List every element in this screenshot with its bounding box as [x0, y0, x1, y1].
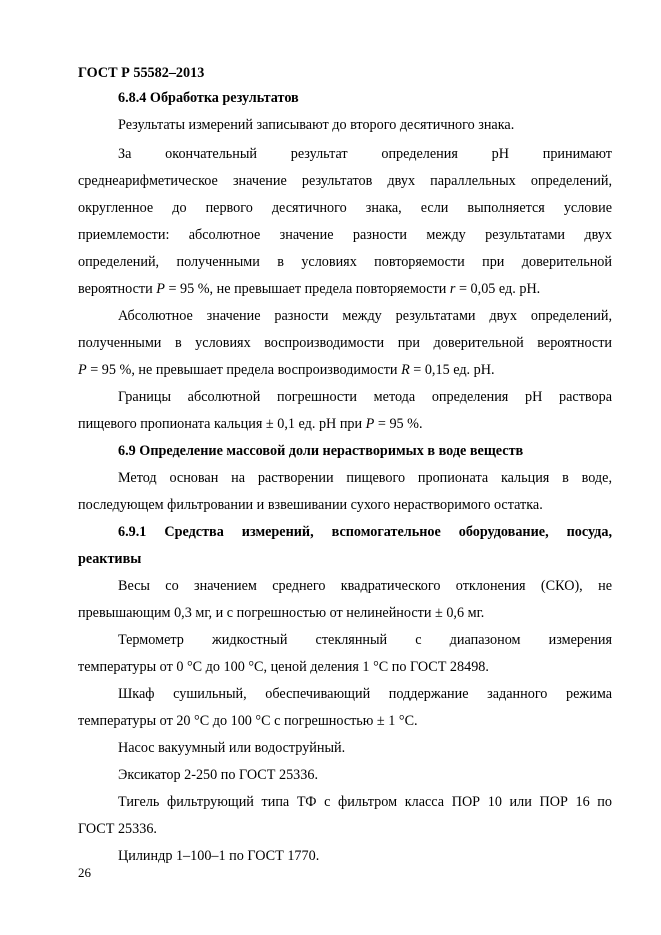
paragraph-line: последующем фильтровании и взвешивании сухого нерастворимого остатка. [78, 497, 543, 513]
equipment-item: превышающим 0,3 мг, и с погрешностью от нелинейности ± 0,6 мг. [78, 605, 485, 621]
paragraph-line: среднеарифметическое значение результатов двух параллельных определений, [78, 173, 612, 189]
paragraph-line: P = 95 %, не превышает предела воспроизводимости R = 0,15 ед. pH. [78, 362, 495, 378]
equipment-item: ГОСТ 25336. [78, 821, 157, 837]
equipment-item: Тигель фильтрующий типа ТФ с фильтром класса ПОР 10 или ПОР 16 по [118, 794, 612, 810]
paragraph-line: За окончательный результат определения pH принимают [118, 146, 612, 162]
equipment-item: Весы со значением среднего квадратического отклонения (СКО), не [118, 578, 612, 594]
section-heading-6-8-4: 6.8.4 Обработка результатов [118, 90, 299, 106]
paragraph-line: полученными в условиях воспроизводимости при доверительной вероятности [78, 335, 612, 351]
document-header: ГОСТ Р 55582–2013 [78, 65, 205, 81]
equipment-item: Насос вакуумный или водоструйный. [118, 740, 346, 756]
paragraph-line: вероятности P = 95 %, не превышает предела повторяемости r = 0,05 ед. pH. [78, 281, 541, 297]
paragraph-line: округленное до первого десятичного знака, если выполняется условие [78, 200, 612, 216]
page-number: 26 [78, 865, 91, 880]
paragraph-line: Абсолютное значение разности между результатами двух определений, [118, 308, 612, 324]
section-heading-6-9-1-cont: реактивы [78, 551, 142, 567]
paragraph-line: Границы абсолютной погрешности метода определения pH раствора [118, 389, 612, 405]
section-heading-6-9: 6.9 Определение массовой доли нерастворимых в воде веществ [118, 443, 524, 459]
paragraph-line: пищевого пропионата кальция ± 0,1 ед. pH при P = 95 %. [78, 416, 423, 432]
paragraph-line: Результаты измерений записывают до второго десятичного знака. [118, 117, 515, 133]
equipment-item: Термометр жидкостный стеклянный с диапазоном измерения [118, 632, 612, 648]
paragraph-line: определений, полученными в условиях повторяемости при доверительной [78, 254, 612, 270]
equipment-item: Цилиндр 1–100–1 по ГОСТ 1770. [118, 848, 320, 864]
equipment-item: Шкаф сушильный, обеспечивающий поддержание заданного режима [118, 686, 612, 702]
equipment-item: температуры от 20 °С до 100 °С с погрешностью ± 1 °С. [78, 713, 418, 729]
equipment-item: Эксикатор 2-250 по ГОСТ 25336. [118, 767, 318, 783]
paragraph-line: Метод основан на растворении пищевого пропионата кальция в воде, [118, 470, 612, 486]
section-heading-6-9-1: 6.9.1 Средства измерений, вспомогательное оборудование, посуда, [118, 524, 612, 540]
paragraph-line: приемлемости: абсолютное значение разности между результатами двух [78, 227, 612, 243]
equipment-item: температуры от 0 °С до 100 °С, ценой деления 1 °С по ГОСТ 28498. [78, 659, 489, 675]
